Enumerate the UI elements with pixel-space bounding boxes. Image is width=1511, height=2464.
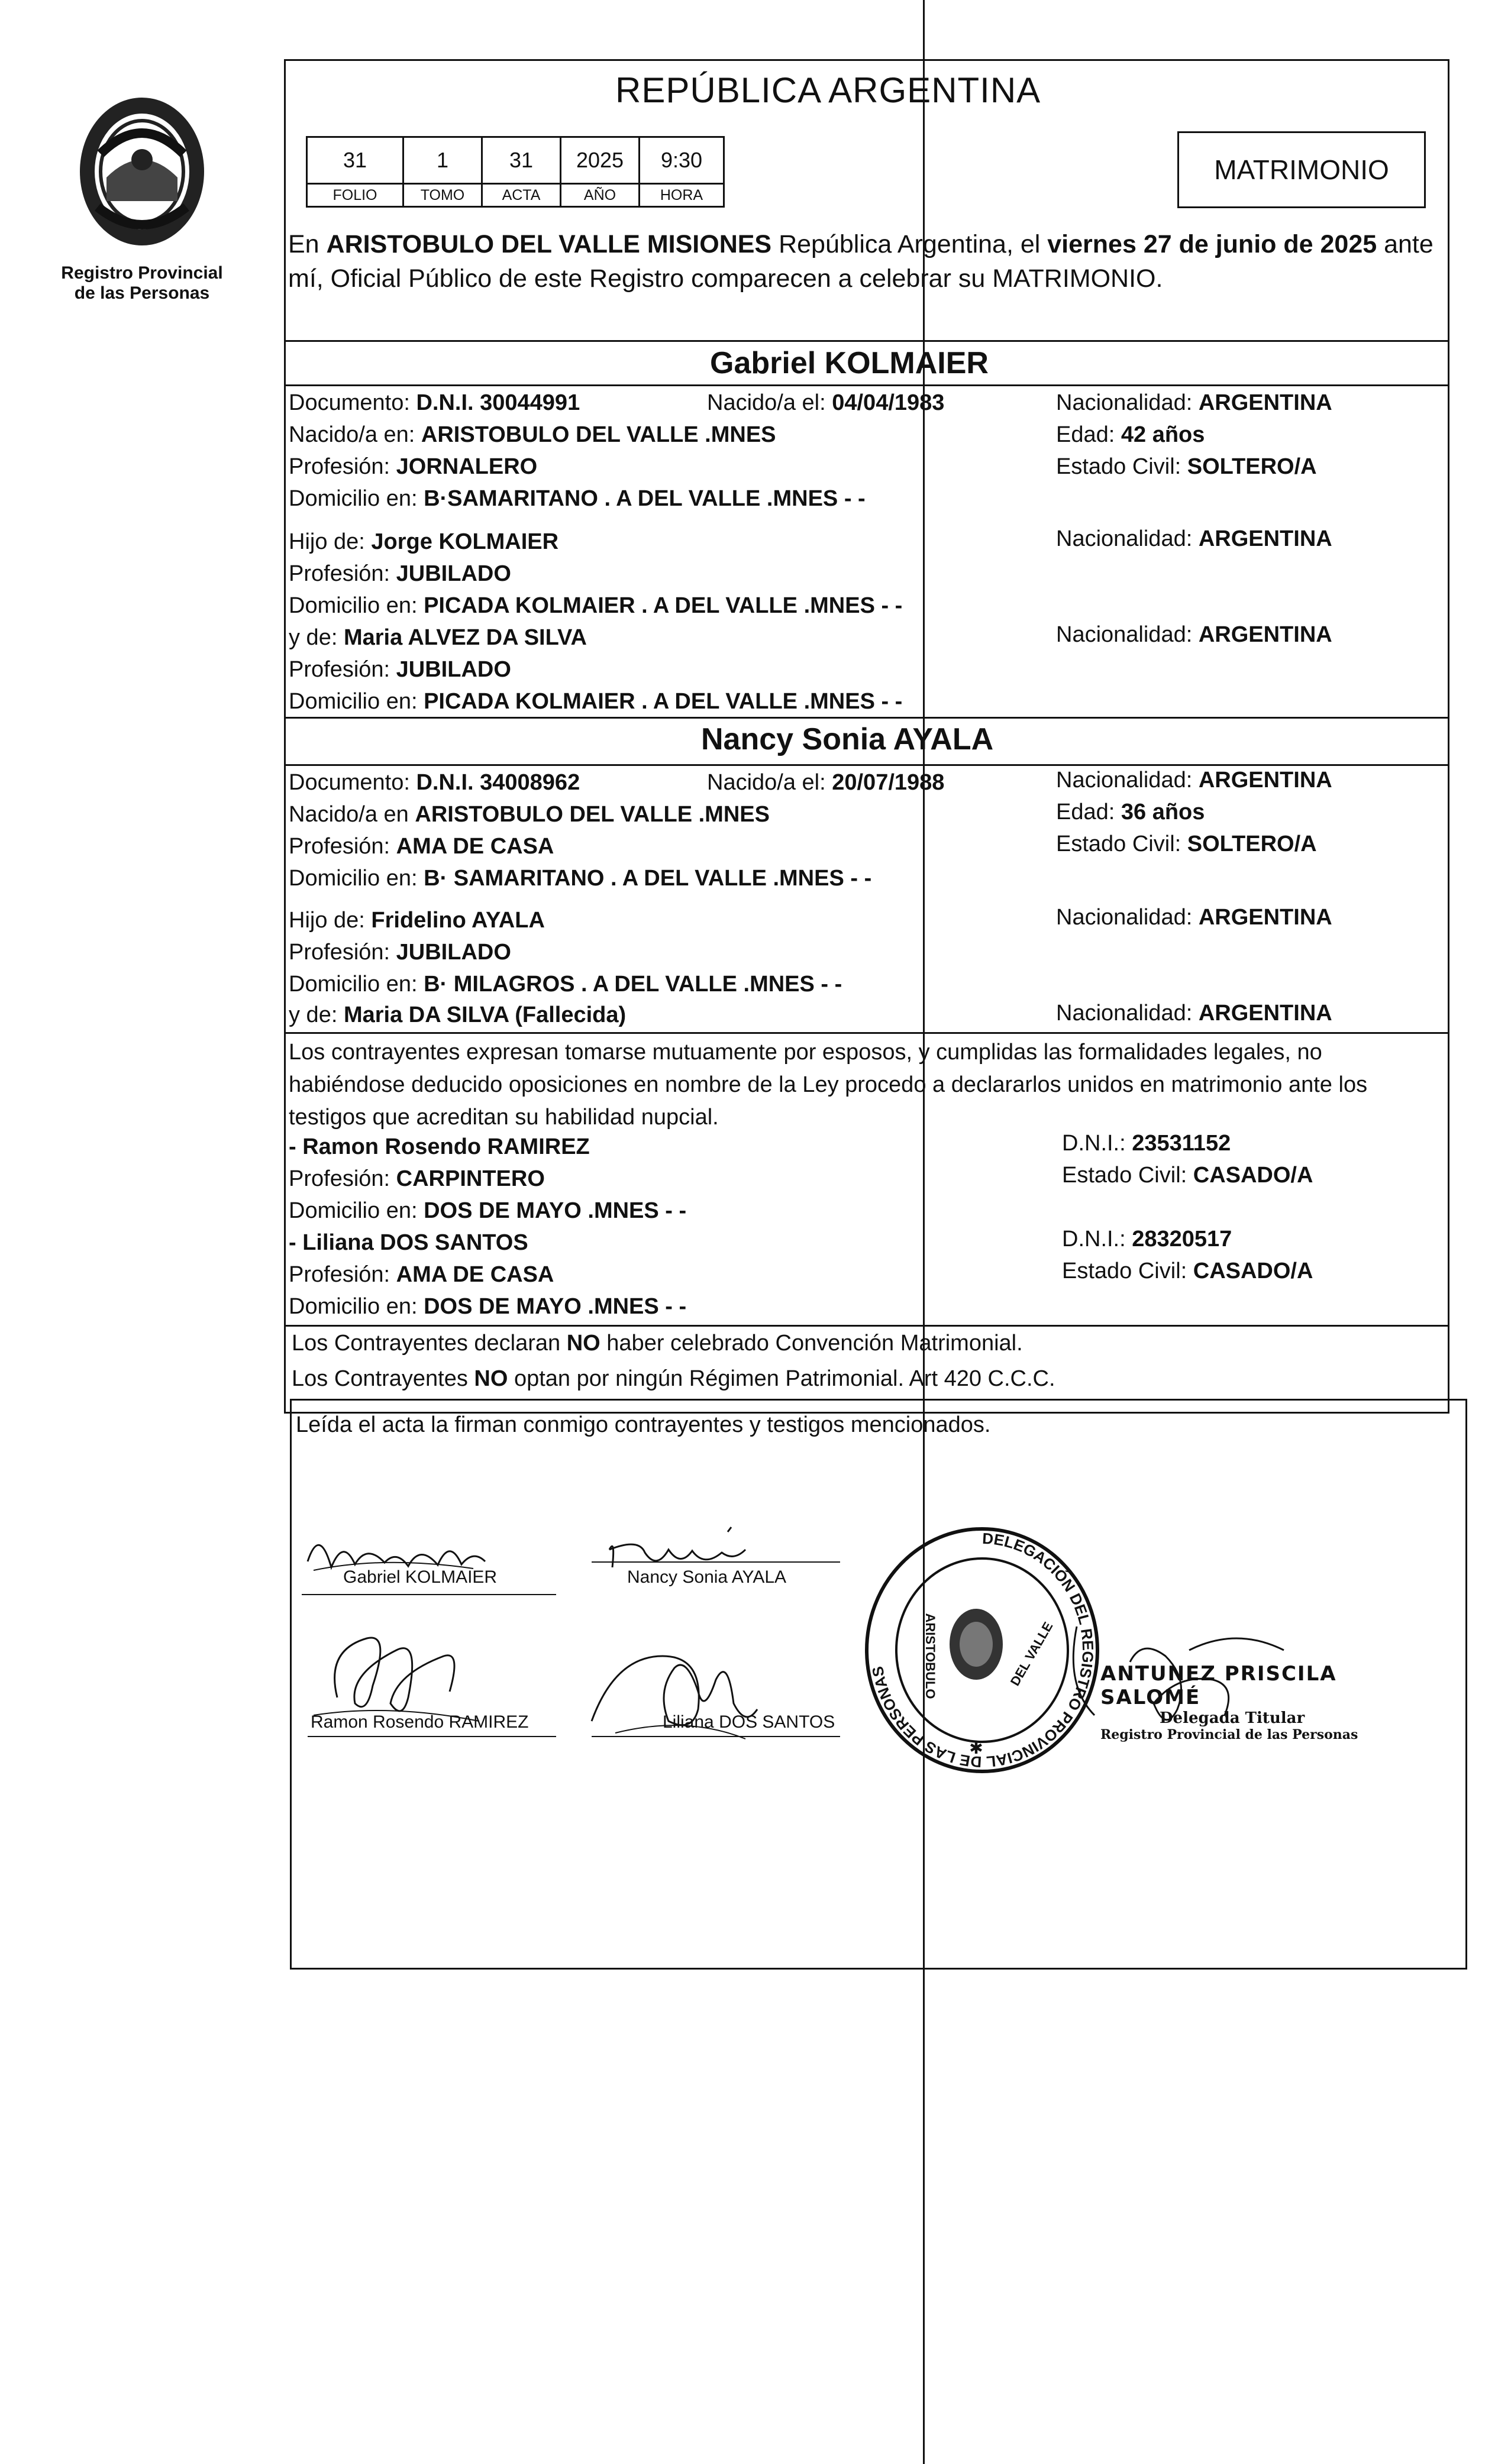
c1-madre [289, 625, 587, 651]
c2-edad-value: 36 años [1121, 800, 1205, 824]
label-domicilio: Domicilio en: [289, 689, 424, 714]
c2-documento [289, 770, 580, 796]
svg-text:✱: ✱ [969, 1738, 983, 1758]
testigo1-dni-value: 23531152 [1132, 1131, 1231, 1156]
c1-nacido-el [707, 390, 944, 416]
c1-padre-domicilio-value: PICADA KOLMAIER . A DEL VALLE .MNES - - [424, 593, 903, 618]
c1-madre-profesion [289, 657, 511, 683]
convencion-line1-a: Los Contrayentes declaran [292, 1331, 567, 1356]
intro-text-2: República Argentina, el [771, 230, 1048, 258]
label-profesion: Profesión: [289, 454, 396, 479]
label-domicilio: Domicilio en: [289, 1294, 424, 1319]
c1-nacido-el-value: 04/04/1983 [832, 390, 945, 415]
label-domicilio: Domicilio en: [289, 1198, 424, 1223]
label-estado-civil: Estado Civil: [1062, 1163, 1193, 1188]
intro-date: viernes 27 de junio de 2025 [1047, 230, 1377, 258]
label-domicilio: Domicilio en: [289, 972, 424, 997]
testigo2-domicilio-value: DOS DE MAYO .MNES - - [424, 1294, 687, 1319]
c2-madre-nacionalidad-value: ARGENTINA [1198, 1001, 1332, 1026]
testigo1-estado-civil [1062, 1163, 1313, 1188]
label-edad: Edad: [1056, 800, 1121, 824]
label-profesion: Profesión: [289, 561, 396, 586]
acta-value: 31 [482, 137, 561, 184]
convencion-line2-no: NO [474, 1366, 508, 1391]
testigo2-domicilio [289, 1294, 686, 1320]
label-hijo-de: Hijo de: [289, 908, 372, 933]
c2-documento-value: D.N.I. 34008962 [416, 770, 580, 795]
testigo1-domicilio-value: DOS DE MAYO .MNES - - [424, 1198, 687, 1223]
testigo1-domicilio [289, 1198, 686, 1224]
official-stamp [1100, 1662, 1432, 1742]
testigo1-name [289, 1134, 590, 1160]
contrayente1-name: Gabriel KOLMAIER [710, 346, 989, 380]
c1-estado-civil-value: SOLTERO/A [1187, 454, 1317, 479]
label-profesion: Profesión: [289, 1262, 396, 1287]
seal-inner-right: DEL VALLE [1007, 1619, 1056, 1689]
c2-padre-domicilio [289, 972, 842, 997]
sigline-c1 [302, 1594, 556, 1595]
anio-value: 2025 [561, 137, 640, 184]
testigo2-profesion-value: AMA DE CASA [396, 1262, 554, 1287]
folio-label: FOLIO [307, 184, 403, 207]
label-domicilio: Domicilio en: [289, 866, 424, 891]
divider [284, 340, 1449, 342]
sigline-t2 [592, 1736, 840, 1737]
tomo-value: 1 [403, 137, 482, 184]
label-y-de: y de: [289, 625, 344, 650]
c2-nacionalidad [1056, 768, 1332, 793]
label-nacionalidad: Nacionalidad: [1056, 1001, 1199, 1026]
c2-estado-civil-value: SOLTERO/A [1187, 832, 1317, 856]
label-nacido-el: Nacido/a el: [707, 390, 832, 415]
c1-estado-civil [1056, 454, 1317, 480]
signature-label-c1: Gabriel KOLMAIER [343, 1567, 498, 1587]
c2-profesion-value: AMA DE CASA [396, 834, 554, 859]
c1-madre-domicilio-value: PICADA KOLMAIER . A DEL VALLE .MNES - - [424, 689, 903, 714]
label-hijo-de: Hijo de: [289, 529, 372, 554]
divider [284, 764, 1449, 766]
testigo2-dni-value: 28320517 [1132, 1227, 1232, 1252]
signature-label-c2: Nancy Sonia AYALA [627, 1567, 787, 1587]
c2-padre-profesion [289, 940, 511, 965]
c2-nacido-el [707, 770, 944, 796]
label-y-de: y de: [289, 1003, 344, 1027]
label-profesion: Profesión: [289, 834, 396, 859]
testigo2-profesion [289, 1262, 554, 1288]
official-cargo: Delegada Titular [1160, 1709, 1305, 1727]
c2-padre-nacionalidad-value: ARGENTINA [1198, 905, 1332, 930]
testigo1-profesion [289, 1166, 545, 1192]
c1-documento-value: D.N.I. 30044991 [416, 390, 580, 415]
c1-domicilio [289, 486, 866, 512]
hora-label: HORA [640, 184, 724, 207]
c1-padre-profesion-value: JUBILADO [396, 561, 511, 586]
testigo2-estado-civil [1062, 1259, 1313, 1284]
divider [284, 717, 1449, 719]
c2-padre-profesion-value: JUBILADO [396, 940, 511, 965]
label-documento: Documento: [289, 390, 417, 415]
cierre-text: Leída el acta la firman conmigo contrayentes y testigos mencionados. [296, 1412, 991, 1437]
registry-table [306, 136, 725, 208]
convencion-line1 [292, 1331, 1023, 1356]
label-profesion: Profesión: [289, 1166, 396, 1191]
province-seal-icon [41, 89, 243, 260]
c2-nacionalidad-value: ARGENTINA [1198, 768, 1332, 793]
c2-madre [289, 1003, 626, 1028]
sigline-t1 [308, 1736, 556, 1737]
label-domicilio: Domicilio en: [289, 486, 424, 511]
label-profesion: Profesión: [289, 940, 396, 965]
convencion-line2-c: optan por ningún Régimen Patrimonial. Art 420 C.C.C. [508, 1366, 1055, 1391]
convencion-line1-c: haber celebrado Convención Matrimonial. [600, 1331, 1023, 1356]
acta-label: ACTA [482, 184, 561, 207]
declaracion-paragraph: Los contrayentes expresan tomarse mutuamente por esposos, y cumplidas las formalidades legales, no habiéndose deducido oposiciones en nombre de la Ley procedo a declararlos unidos en matrimonio ante los testigos que acreditan su habilidad nupcial. [289, 1040, 1368, 1130]
divider [284, 1032, 1449, 1034]
c2-estado-civil [1056, 832, 1317, 857]
intro-text-1: En [288, 230, 327, 258]
label-nacido-en: Nacido/a en [289, 802, 415, 827]
c2-nacido-en [289, 802, 770, 827]
label-nacionalidad: Nacionalidad: [1056, 390, 1199, 415]
c2-padre [289, 908, 545, 933]
testigo2-dni [1062, 1227, 1232, 1252]
c1-nacido-en-value: ARISTOBULO DEL VALLE .MNES [421, 422, 776, 447]
logo-caption-line1: Registro Provincial [61, 263, 223, 283]
c2-madre-nacionalidad [1056, 1001, 1332, 1026]
c2-nacido-en-value: ARISTOBULO DEL VALLE .MNES [415, 802, 770, 827]
c1-documento [289, 390, 580, 416]
c1-padre-domicilio [289, 593, 902, 619]
intro-text-3: ante mí, Oficial Público de este Registro comparecen a celebrar su MATRIMONIO. [288, 230, 1433, 293]
convencion-line2-a: Los Contrayentes [292, 1366, 474, 1391]
convencion-line1-no: NO [566, 1331, 600, 1356]
signature-label-t1: Ramon Rosendo RAMIREZ [311, 1712, 529, 1732]
label-domicilio: Domicilio en: [289, 593, 424, 618]
seal-ring-text: DELEGACIÓN DEL REGISTRO PROVINCIAL DE LAS PERSONAS [868, 1529, 1097, 1771]
label-nacionalidad: Nacionalidad: [1056, 526, 1199, 551]
testigo1-profesion-value: CARPINTERO [396, 1166, 545, 1191]
intro-place: ARISTOBULO DEL VALLE MISIONES [326, 230, 772, 258]
official-organismo: Registro Provincial de las Personas [1100, 1727, 1358, 1742]
folio-value: 31 [307, 137, 403, 184]
c1-madre-name: Maria ALVEZ DA SILVA [343, 625, 587, 650]
c1-padre-profesion [289, 561, 511, 587]
sigline-c2 [592, 1561, 840, 1563]
seal-inner-left: ARISTOBULO [923, 1613, 938, 1699]
label-estado-civil: Estado Civil: [1056, 454, 1187, 479]
label-estado-civil: Estado Civil: [1062, 1259, 1193, 1283]
c2-padre-nacionalidad [1056, 905, 1332, 930]
c1-nacido-en [289, 422, 776, 448]
label-profesion: Profesión: [289, 657, 396, 682]
c1-profesion [289, 454, 537, 480]
label-documento: Documento: [289, 770, 417, 795]
signature-label-t2: Liliana DOS SANTOS [663, 1712, 835, 1732]
anio-label: AÑO [561, 184, 640, 207]
c2-nacido-el-value: 20/07/1988 [832, 770, 945, 795]
c1-edad-value: 42 años [1121, 422, 1205, 447]
label-dni: D.N.I.: [1062, 1227, 1132, 1252]
c1-edad [1056, 422, 1205, 448]
label-nacido-en: Nacido/a en: [289, 422, 421, 447]
intro-paragraph [288, 227, 1448, 296]
label-nacionalidad: Nacionalidad: [1056, 768, 1199, 793]
c1-padre-nacionalidad [1056, 526, 1332, 552]
c2-edad [1056, 800, 1205, 825]
c1-profesion-value: JORNALERO [396, 454, 538, 479]
c2-domicilio-value: B· SAMARITANO . A DEL VALLE .MNES - - [424, 866, 872, 891]
c1-domicilio-value: B·SAMARITANO . A DEL VALLE .MNES - - [424, 486, 866, 511]
logo-caption [41, 263, 243, 303]
label-nacionalidad: Nacionalidad: [1056, 622, 1199, 647]
c2-padre-domicilio-value: B· MILAGROS . A DEL VALLE .MNES - - [424, 972, 842, 997]
registry-logo [41, 89, 243, 303]
official-name: ANTUNEZ PRISCILA SALOMÉ [1100, 1662, 1337, 1709]
c2-domicilio [289, 866, 871, 891]
c2-madre-name: Maria DA SILVA (Fallecida) [343, 1003, 627, 1027]
divider [284, 1325, 1449, 1327]
testigo1-estado-civil-value: CASADO/A [1193, 1163, 1313, 1188]
c1-madre-domicilio [289, 689, 902, 714]
label-nacido-el: Nacido/a el: [707, 770, 832, 795]
testigo2-name [289, 1230, 528, 1256]
c2-profesion [289, 834, 554, 859]
document-type-box: MATRIMONIO [1177, 131, 1426, 208]
c1-nacionalidad [1056, 390, 1332, 416]
testigo2-name-value: - Liliana DOS SANTOS [289, 1230, 528, 1255]
label-nacionalidad: Nacionalidad: [1056, 905, 1199, 930]
c1-madre-nacionalidad-value: ARGENTINA [1198, 622, 1332, 647]
convencion-line2 [292, 1366, 1055, 1392]
page-title: REPÚBLICA ARGENTINA [615, 70, 1041, 110]
logo-caption-line2: de las Personas [74, 283, 210, 303]
label-estado-civil: Estado Civil: [1056, 832, 1187, 856]
contrayente2-name: Nancy Sonia AYALA [701, 722, 994, 756]
label-dni: D.N.I.: [1062, 1131, 1132, 1156]
c1-padre [289, 529, 558, 555]
c1-padre-name: Jorge KOLMAIER [371, 529, 559, 554]
c1-nacionalidad-value: ARGENTINA [1198, 390, 1332, 415]
testigo2-estado-civil-value: CASADO/A [1193, 1259, 1313, 1283]
tomo-label: TOMO [403, 184, 482, 207]
hora-value: 9:30 [640, 137, 724, 184]
label-edad: Edad: [1056, 422, 1121, 447]
testigo1-dni [1062, 1131, 1231, 1156]
c2-padre-name: Fridelino AYALA [371, 908, 545, 933]
c1-madre-profesion-value: JUBILADO [396, 657, 511, 682]
c1-padre-nacionalidad-value: ARGENTINA [1198, 526, 1332, 551]
testigo1-name-value: - Ramon Rosendo RAMIREZ [289, 1134, 590, 1159]
c1-madre-nacionalidad [1056, 622, 1332, 648]
divider [284, 384, 1449, 386]
